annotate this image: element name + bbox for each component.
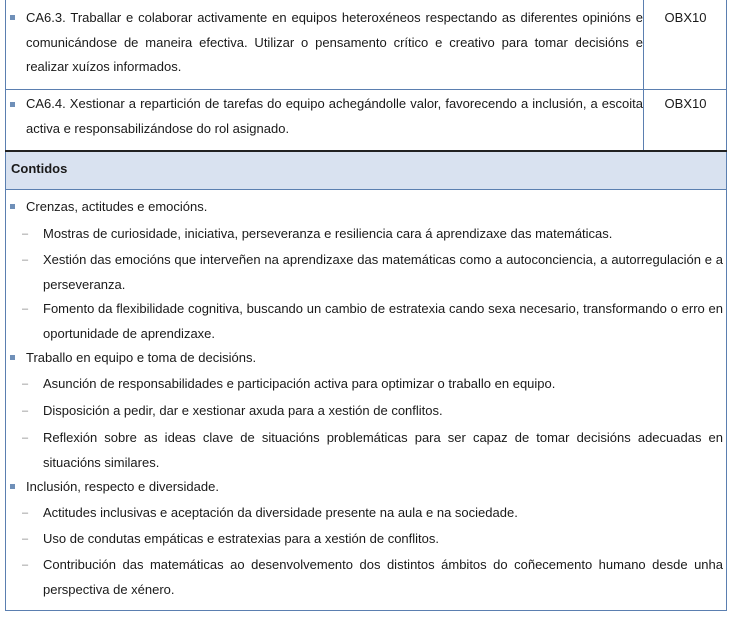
contidos-heading: Contidos <box>11 161 68 176</box>
list-item-text: Reflexión sobre as ideas clave de situacións problemáticas para ser capaz de tomar decisións adecuadas en situacións similares. <box>43 430 723 470</box>
list-item-text: Mostras de curiosidade, iniciativa, perseveranza e resiliencia cara á aprendizaxe das matemáticas. <box>43 226 613 241</box>
list-item-text: Uso de condutas empáticas e estratexias para a xestión de conflitos. <box>43 531 439 546</box>
dash-icon: – <box>22 228 29 240</box>
bullet-icon <box>10 204 15 209</box>
criterion-row <box>5 90 727 151</box>
list-item-text: Disposición a pedir, dar e xestionar axuda para a xestión de conflitos. <box>43 403 443 418</box>
bullet-icon <box>10 355 15 360</box>
dash-icon: – <box>22 405 29 417</box>
header-divider <box>5 189 727 190</box>
criterion-code: OBX10 <box>664 10 707 25</box>
dash-icon: – <box>22 303 29 315</box>
list-item-text: Contribución das matemáticas ao desenvolvemento dos distintos ámbitos do coñecemento humano desde unha perspectiva de xénero. <box>43 557 723 597</box>
list-item-text: Xestión das emocións que interveñen na aprendizaxe das matemáticas como a autoconciencia, a autorregulación e a perseveranza. <box>43 252 723 292</box>
bullet-icon <box>10 484 15 489</box>
list-item-text: Fomento da flexibilidade cognitiva, buscando un cambio de estratexia cando sexa necesario, transformando o erro en oportunidade de aprendizaxe. <box>43 301 723 341</box>
dash-icon: – <box>22 254 29 266</box>
group-label: Traballo en equipo e toma de decisións. <box>26 350 257 365</box>
dash-icon: – <box>22 507 29 519</box>
list-item-text: Asunción de responsabilidades e participación activa para optimizar o traballo en equipo. <box>43 376 556 391</box>
criterion-text: CA6.4. Xestionar a repartición de tarefas do equipo achegándolle valor, favorecendo a inclusión, a escoita activa e responsabilizándose do rol asignado. <box>26 96 643 136</box>
group-label: Inclusión, respecto e diversidade. <box>26 479 219 494</box>
dash-icon: – <box>22 533 29 545</box>
criterion-row <box>5 0 727 89</box>
bullet-icon <box>10 102 15 107</box>
dash-icon: – <box>22 559 29 571</box>
group-label: Crenzas, actitudes e emocións. <box>26 199 208 214</box>
bullet-icon <box>10 15 15 20</box>
criterion-text: CA6.3. Traballar e colaborar activamente en equipos heteroxéneos respectando as diferentes opinións e comunicándose de maneira efectiva. Utilizar o pensamento crítico e creativo para tomar decisións e realizar xuízos informados. <box>26 10 643 74</box>
criterion-code: OBX10 <box>664 96 707 111</box>
dash-icon: – <box>22 378 29 390</box>
list-item-text: Actitudes inclusivas e aceptación da diversidade presente na aula e na sociedade. <box>43 505 518 520</box>
dash-icon: – <box>22 432 29 444</box>
contidos-header <box>6 152 726 189</box>
